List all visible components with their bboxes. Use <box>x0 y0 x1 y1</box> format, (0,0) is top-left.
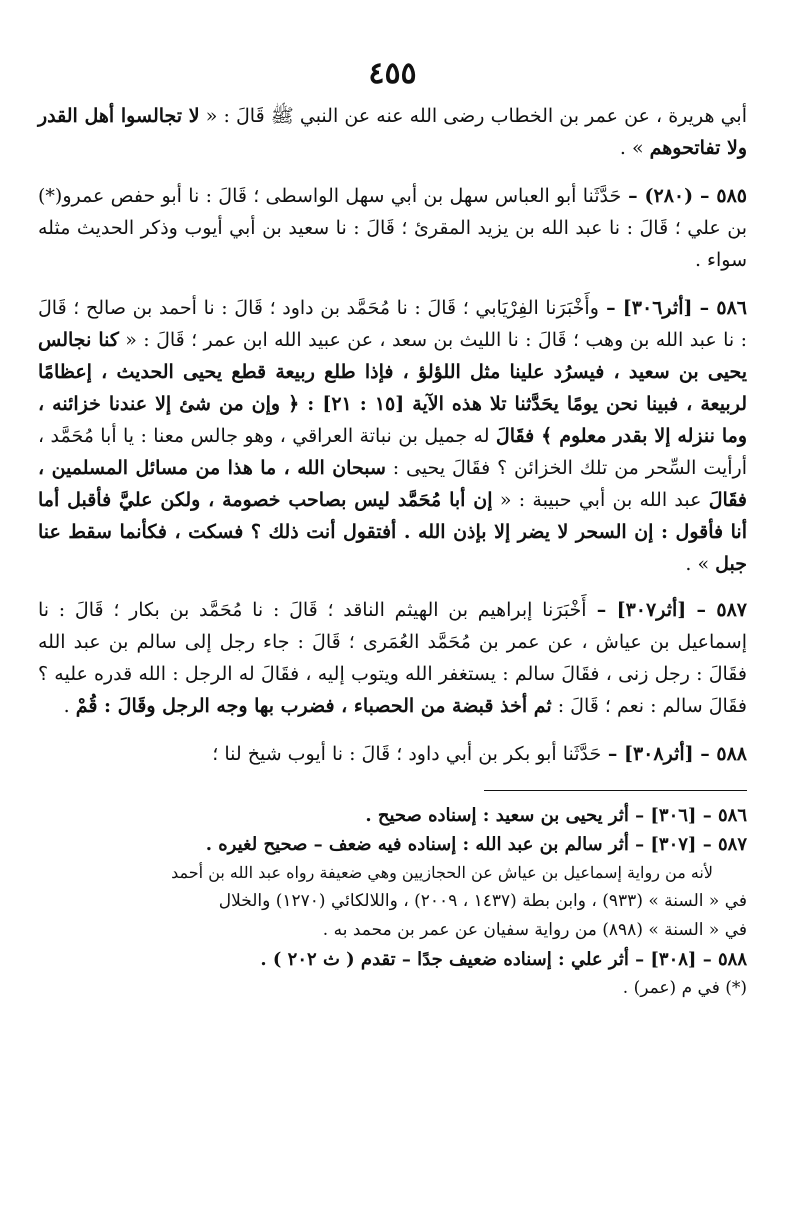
footnote-star: (*) في م (عمر) . <box>622 978 747 998</box>
footnote-separator <box>484 790 747 791</box>
bold-text-segment: ٥٨٦ – [أثر٣٠٦] – <box>598 297 747 319</box>
footnote-586: ٥٨٦ – [٣٠٦] – أثر يحيى بن سعيد : إسناده صحيح . <box>365 805 747 826</box>
footnote-587: ٥٨٧ – [٣٠٧] – أثر سالم بن عبد الله : إسناده فيه ضعف – صحيح لغيره . <box>205 834 747 855</box>
paragraph-588 <box>38 738 747 770</box>
text-segment: وأَخْبَرَنا الفِرْيَابي ؛ قَالَ : نا مُحَمَّد بن داود ؛ قَالَ : نا أحمد بن صالح ؛ قَالَ : نا عبد الله بن وهب ؛ قَالَ : نا الليث بن سعد ، عن عبيد الله ابن عمر ؛ قَالَ : « <box>38 297 747 351</box>
text-segment: حَدَّثَنا أبو بكر بن أبي داود ؛ قَالَ : نا أيوب شيخ لنا ؛ <box>212 743 602 765</box>
paragraph-586 <box>38 292 747 580</box>
bold-text-segment: ثم أخذ قبضة من الحصباء ، فضرب بها وجه الرجل وقَالَ : قُمْ <box>75 695 552 717</box>
text-segment: أَخْبَرَنا إبراهيم بن الهيثم الناقد ؛ قَالَ : نا مُحَمَّد بن بكار ؛ قَالَ : نا إسماعيل بن عياش ، عن عمر بن مُحَمَّد العُمَرى ؛ قَالَ : جاء رجل إلى سالم بن عبد الله فقَالَ : رجل زنى ، فقَالَ سالم : يستغفر الله ويتوب إليه ، فقَالَ له الرجل : الله قدره عليه ؟ فقَالَ سالم : نعم ؛ قَالَ : <box>38 599 747 717</box>
paragraph-585 <box>38 180 747 276</box>
text-segment: حَدَّثَنا أبو العباس سهل بن أبي سهل الواسطى ؛ قَالَ : نا أبو حفص عمرو(*) بن علي ؛ قَالَ : نا عبد الله بن يزيد المقرئ ؛ قَالَ : نا سعيد بن أبي أيوب وذكر الحديث مثله سواء . <box>38 185 748 271</box>
footnotes <box>38 801 747 1003</box>
footnote-587-note-3: في « السنة » (٨٩٨) من رواية سفيان عن عمر بن محمد به . <box>322 920 747 940</box>
footnote-588: ٥٨٨ – [٣٠٨] – أثر علي : إسناده ضعيف جدًا – تقدم ( ث ٢٠٢ ) . <box>260 949 747 970</box>
text-segment: عبد الله بن أبي حبيبة : « <box>492 489 709 511</box>
bold-text-segment: كنا نجالس يحيى بن سعيد ، فيسرُد علينا مثل اللؤلؤ ، فإذا طلع ربيعة قطع يحيى الحديث ، إعظامًا لربيعة ، فبينا نحن يومًا يحَدَّثنا تلا هذه الآية [١٥ : ٢١] : ﴿ وإن من شئ إلا عندنا خزائنه ، وما ننزله إلا بقدر معلوم ﴾ فقَالَ <box>38 329 747 447</box>
bold-text-segment: ٥٨٧ – [أثر٣٠٧] – <box>586 599 747 621</box>
paragraph-continuation <box>38 100 747 164</box>
bold-text-segment: ٥٨٨ – [أثر٣٠٨] – <box>601 743 747 765</box>
text-segment: له جميل بن نباتة العراقي ، وهو جالس معنا : يا أبا مُحَمَّد ، أرأيت السِّحر من تلك الخزائن ؟ فقَالَ يحيى : <box>38 425 747 479</box>
footnote-587-note-1: لأنه من رواية إسماعيل بن عياش عن الحجازيين وهي ضعيفة رواه عبد الله بن أحمد <box>171 863 713 882</box>
text-segment: أبي هريرة ، عن عمر بن الخطاب رضى الله عنه عن النبي ﷺ قَالَ : « <box>199 105 747 127</box>
bold-text-segment: لا تجالسوا أهل القدر ولا تفاتحوهم <box>38 105 747 159</box>
text-segment: » . <box>619 137 650 159</box>
footnote-587-note-2: في « السنة » (٩٣٣) ، وابن بطة (١٤٣٧ ، ٢٠٠٩) ، واللالكائي (١٢٧٠) والخلال <box>218 891 747 911</box>
text-segment: . <box>63 695 76 717</box>
bold-text-segment: ٥٨٥ – (٢٨٠) – <box>621 185 747 207</box>
text-segment: » . <box>685 553 716 575</box>
page-number: ٤٥٥ <box>368 56 417 91</box>
main-text <box>38 100 747 770</box>
bold-text-segment: سبحان الله ، ما هذا من مسائل المسلمين ، فقَالَ <box>38 457 748 511</box>
paragraph-587 <box>38 594 747 722</box>
bold-text-segment: إن أبا مُحَمَّد ليس بصاحب خصومة ، ولكن عليَّ فأقبل أما أنا فأقول : إن السحر لا يضر إلا بإذن الله . أفتقول أنت ذلك ؟ فسكت ، فكأنما سقط عنا جبل <box>38 489 747 575</box>
